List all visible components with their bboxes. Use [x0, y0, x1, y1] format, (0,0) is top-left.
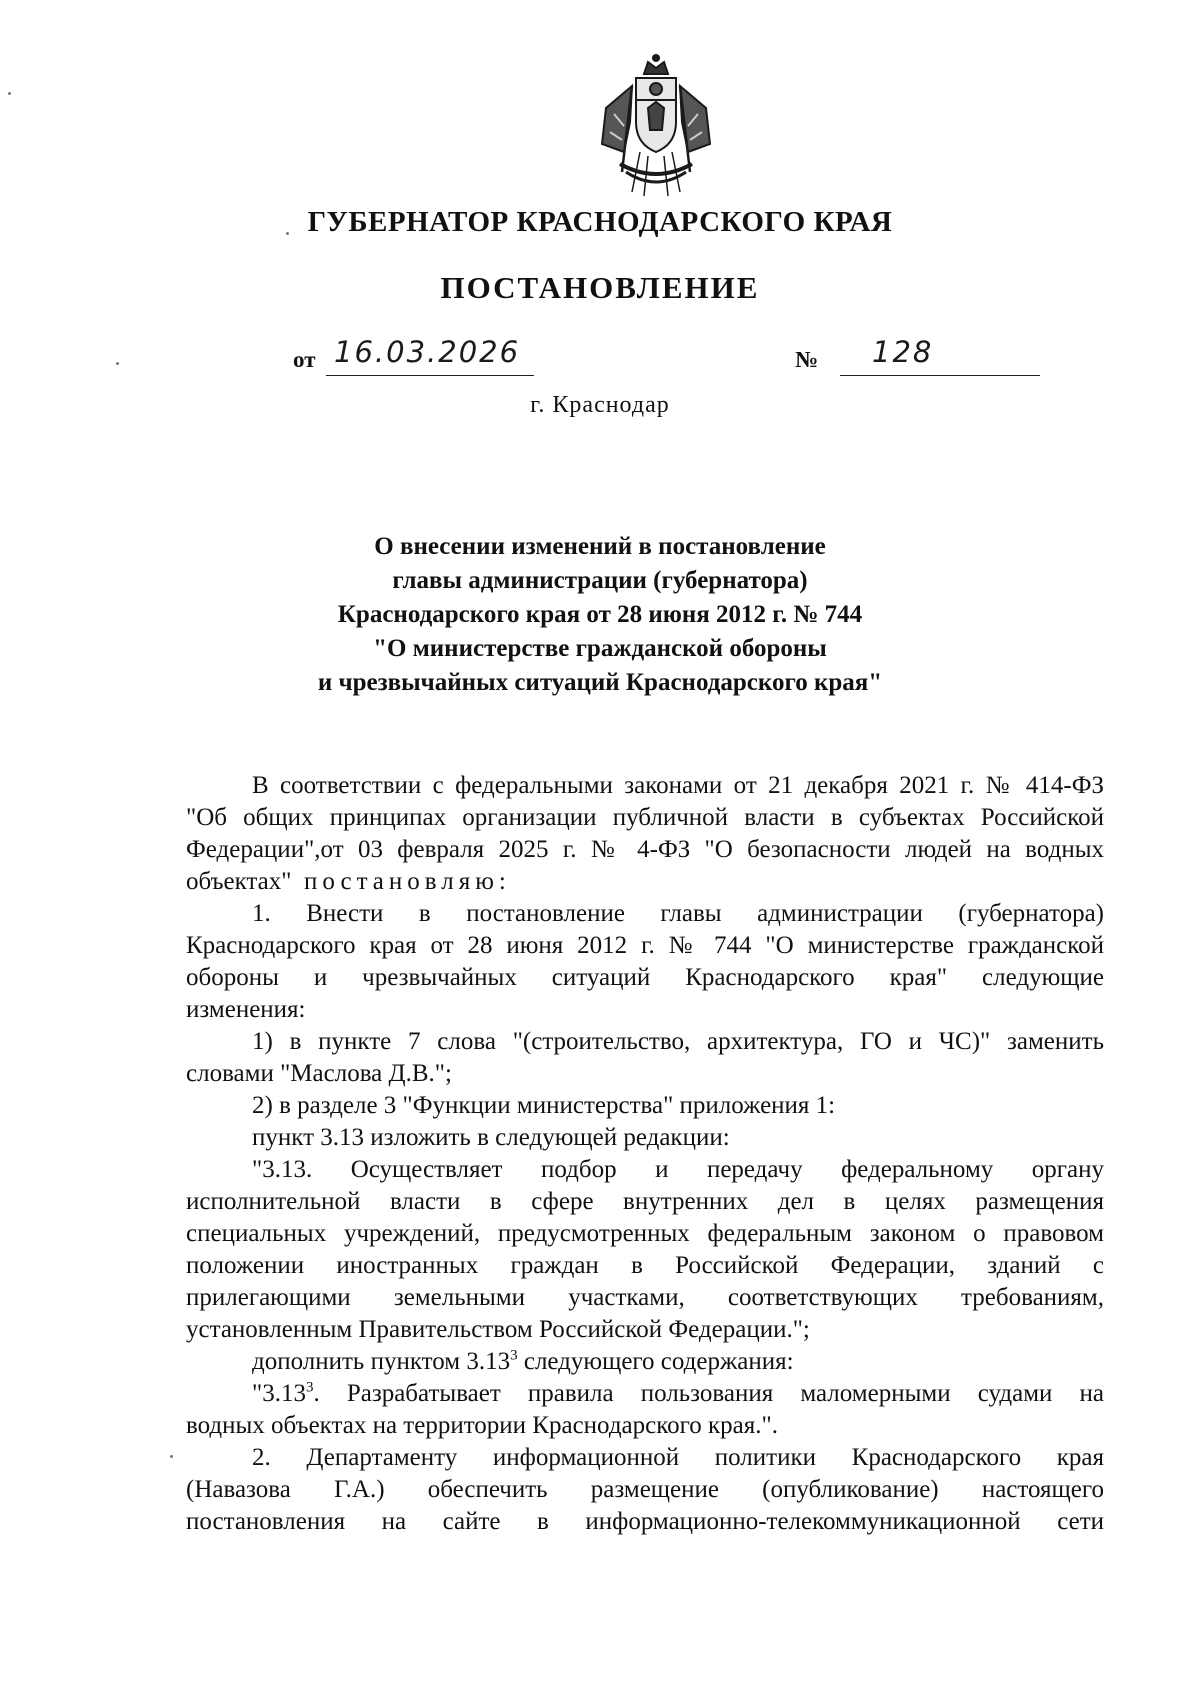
- text-line: Федерации",от 03 февраля 2025 г. № 4-ФЗ "О безопасности людей на водных: [186, 836, 1104, 863]
- subject-line: и чрезвычайных ситуаций Краснодарского края": [317, 669, 883, 696]
- subject-line: О внесении изменений в постановление: [374, 533, 826, 560]
- scan-speck: [170, 1455, 173, 1458]
- text-line: "3.13. Осуществляет подбор и передачу федеральному органу: [252, 1156, 1104, 1183]
- subject-line: главы администрации (губернатора): [392, 567, 808, 594]
- document-date: 16.03.2026: [334, 335, 521, 369]
- decree-word: постановляю:: [303, 868, 511, 895]
- text-line: пункт 3.13 изложить в следующей редакции:: [252, 1124, 730, 1151]
- text-fragment: . Разрабатывает правила пользования маломерными судами на: [313, 1380, 1104, 1407]
- text-line: [186, 1378, 1104, 1410]
- scan-speck: [8, 92, 11, 95]
- krasnodar-coat-of-arms-icon: [592, 52, 720, 200]
- text-fragment: "3.13: [252, 1380, 306, 1407]
- text-line: прилегающими земельными участками, соответствующих требованиям,: [186, 1284, 1104, 1311]
- text-line: обороны и чрезвычайных ситуаций Краснодарского края" следующие: [186, 964, 1104, 991]
- document-body: [186, 770, 1104, 1538]
- text-fragment: следующего содержания:: [517, 1348, 794, 1375]
- subject-line: Краснодарского края от 28 июня 2012 г. № 744: [337, 601, 863, 628]
- document-type: ПОСТАНОВЛЕНИЕ: [440, 270, 760, 305]
- text-line: (Навазова Г.А.) обеспечить размещение (опубликование) настоящего: [186, 1476, 1104, 1503]
- text-line: 1. Внести в постановление главы администрации (губернатора): [252, 900, 1104, 927]
- text-line: 2. Департаменту информационной политики Краснодарского края: [252, 1444, 1104, 1471]
- number-underline: [840, 375, 1040, 376]
- issuing-authority: ГУБЕРНАТОР КРАСНОДАРСКОГО КРАЯ: [307, 206, 893, 238]
- text-line: постановления на сайте в информационно-телекоммуникационной сети: [186, 1508, 1104, 1535]
- quoted-clause-3-13-3: [186, 1378, 1104, 1442]
- text-line: [186, 1346, 1104, 1378]
- text-line: словами "Маслова Д.В.";: [186, 1060, 452, 1087]
- subitem-1: [186, 1026, 1104, 1090]
- date-prefix: от: [293, 347, 316, 372]
- text-fragment: объектах": [186, 868, 292, 895]
- text-line: водных объектах на территории Краснодарского края.".: [186, 1412, 778, 1439]
- text-line: специальных учреждений, предусмотренных федеральным законом о правовом: [186, 1220, 1104, 1247]
- quoted-clause-3-13: [186, 1154, 1104, 1346]
- instruction-line: [186, 1346, 1104, 1378]
- text-line: Краснодарского края от 28 июня 2012 г. № 744 "О министерстве гражданской: [186, 932, 1104, 959]
- paragraph-item-2: [186, 1442, 1104, 1538]
- text-line: изменения:: [186, 996, 306, 1023]
- preamble-paragraph: [186, 770, 1104, 898]
- number-prefix: №: [795, 347, 819, 372]
- text-line: 2) в разделе 3 "Функции министерства" приложения 1:: [252, 1092, 836, 1119]
- subject-line: "О министерстве гражданской обороны: [373, 635, 827, 662]
- city: г. Краснодар: [530, 392, 670, 418]
- text-line: 1) в пункте 7 слова "(строительство, архитектура, ГО и ЧС)" заменить: [252, 1028, 1104, 1055]
- scan-speck: [286, 232, 289, 235]
- scan-speck: [116, 362, 119, 365]
- text-line: "Об общих принципах организации публичной власти в субъектах Российской: [186, 804, 1104, 831]
- superscript: 3: [510, 1347, 518, 1364]
- text-line: установленным Правительством Российской Федерации.";: [186, 1316, 810, 1343]
- instruction-line: [186, 1122, 1104, 1154]
- date-number-row: [0, 333, 1200, 383]
- date-underline: [326, 375, 534, 376]
- document-subject: [200, 530, 1000, 700]
- document-number: 128: [872, 335, 934, 369]
- text-line: исполнительной власти в сфере внутренних дел в целях размещения: [186, 1188, 1104, 1215]
- subitem-2: [186, 1090, 1104, 1122]
- text-line: [186, 866, 1104, 898]
- superscript: 3: [305, 1379, 314, 1396]
- text-fragment: дополнить пунктом 3.13: [252, 1348, 511, 1375]
- text-line: В соответствии с федеральными законами от 21 декабря 2021 г. № 414-ФЗ: [252, 772, 1104, 799]
- text-line: положении иностранных граждан в Российской Федерации, зданий с: [186, 1252, 1104, 1279]
- paragraph-item-1: [186, 898, 1104, 1026]
